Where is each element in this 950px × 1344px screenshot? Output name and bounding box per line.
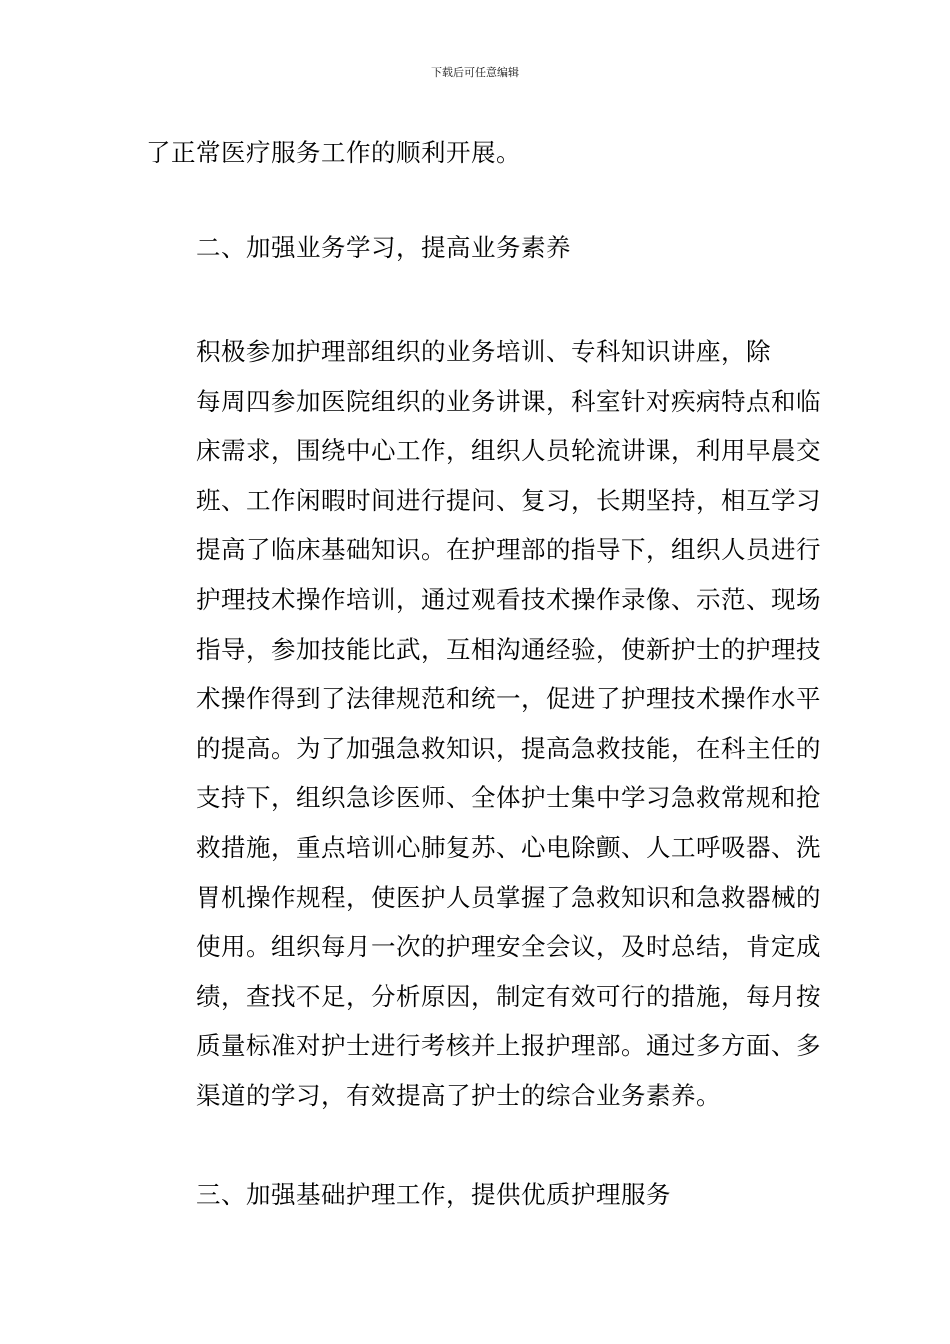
paragraph-line: 救措施，重点培训心肺复苏、心电除颤、人工呼吸器、洗 <box>196 832 821 862</box>
paragraph-line: 指导，参加技能比武，互相沟通经验，使新护士的护理技 <box>196 634 821 664</box>
paragraph-line: 渠道的学习，有效提高了护士的综合业务素养。 <box>196 1080 721 1110</box>
section-two-heading: 二、加强业务学习，提高业务素养 <box>196 233 571 262</box>
paragraph-line: 胃机操作规程，使医护人员掌握了急救知识和急救器械的 <box>196 882 821 912</box>
paragraph-line: 支持下，组织急诊医师、全体护士集中学习急救常规和抢 <box>196 783 821 813</box>
paragraph-line: 每周四参加医院组织的业务讲课，科室针对疾病特点和临 <box>196 386 821 416</box>
paragraph-line: 的提高。为了加强急救知识，提高急救技能，在科主任的 <box>196 733 821 763</box>
paragraph-line: 术操作得到了法律规范和统一，促进了护理技术操作水平 <box>196 684 821 714</box>
paragraph-line: 使用。组织每月一次的护理安全会议，及时总结，肯定成 <box>196 932 821 962</box>
paragraph-line: 床需求，围绕中心工作，组织人员轮流讲课，利用早晨交 <box>196 436 821 466</box>
page-header-note: 下载后可任意编辑 <box>431 66 519 79</box>
paragraph-line: 护理技术操作培训，通过观看技术操作录像、示范、现场 <box>196 584 821 614</box>
paragraph-line: 绩，查找不足，分析原因，制定有效可行的措施，每月按 <box>196 981 821 1011</box>
section-two-paragraph <box>146 327 821 1121</box>
section-three-heading: 三、加强基础护理工作，提供优质护理服务 <box>196 1180 671 1209</box>
paragraph-line: 质量标准对护士进行考核并上报护理部。通过多方面、多 <box>196 1031 821 1061</box>
paragraph-line: 提高了临床基础知识。在护理部的指导下，组织人员进行 <box>196 535 821 565</box>
paragraph-line: 积极参加护理部组织的业务培训、专科知识讲座，除 <box>196 337 771 366</box>
paragraph-line: 班、工作闲暇时间进行提问、复习，长期坚持，相互学习 <box>196 485 821 515</box>
carry-over-line: 了正常医疗服务工作的顺利开展。 <box>146 138 521 167</box>
